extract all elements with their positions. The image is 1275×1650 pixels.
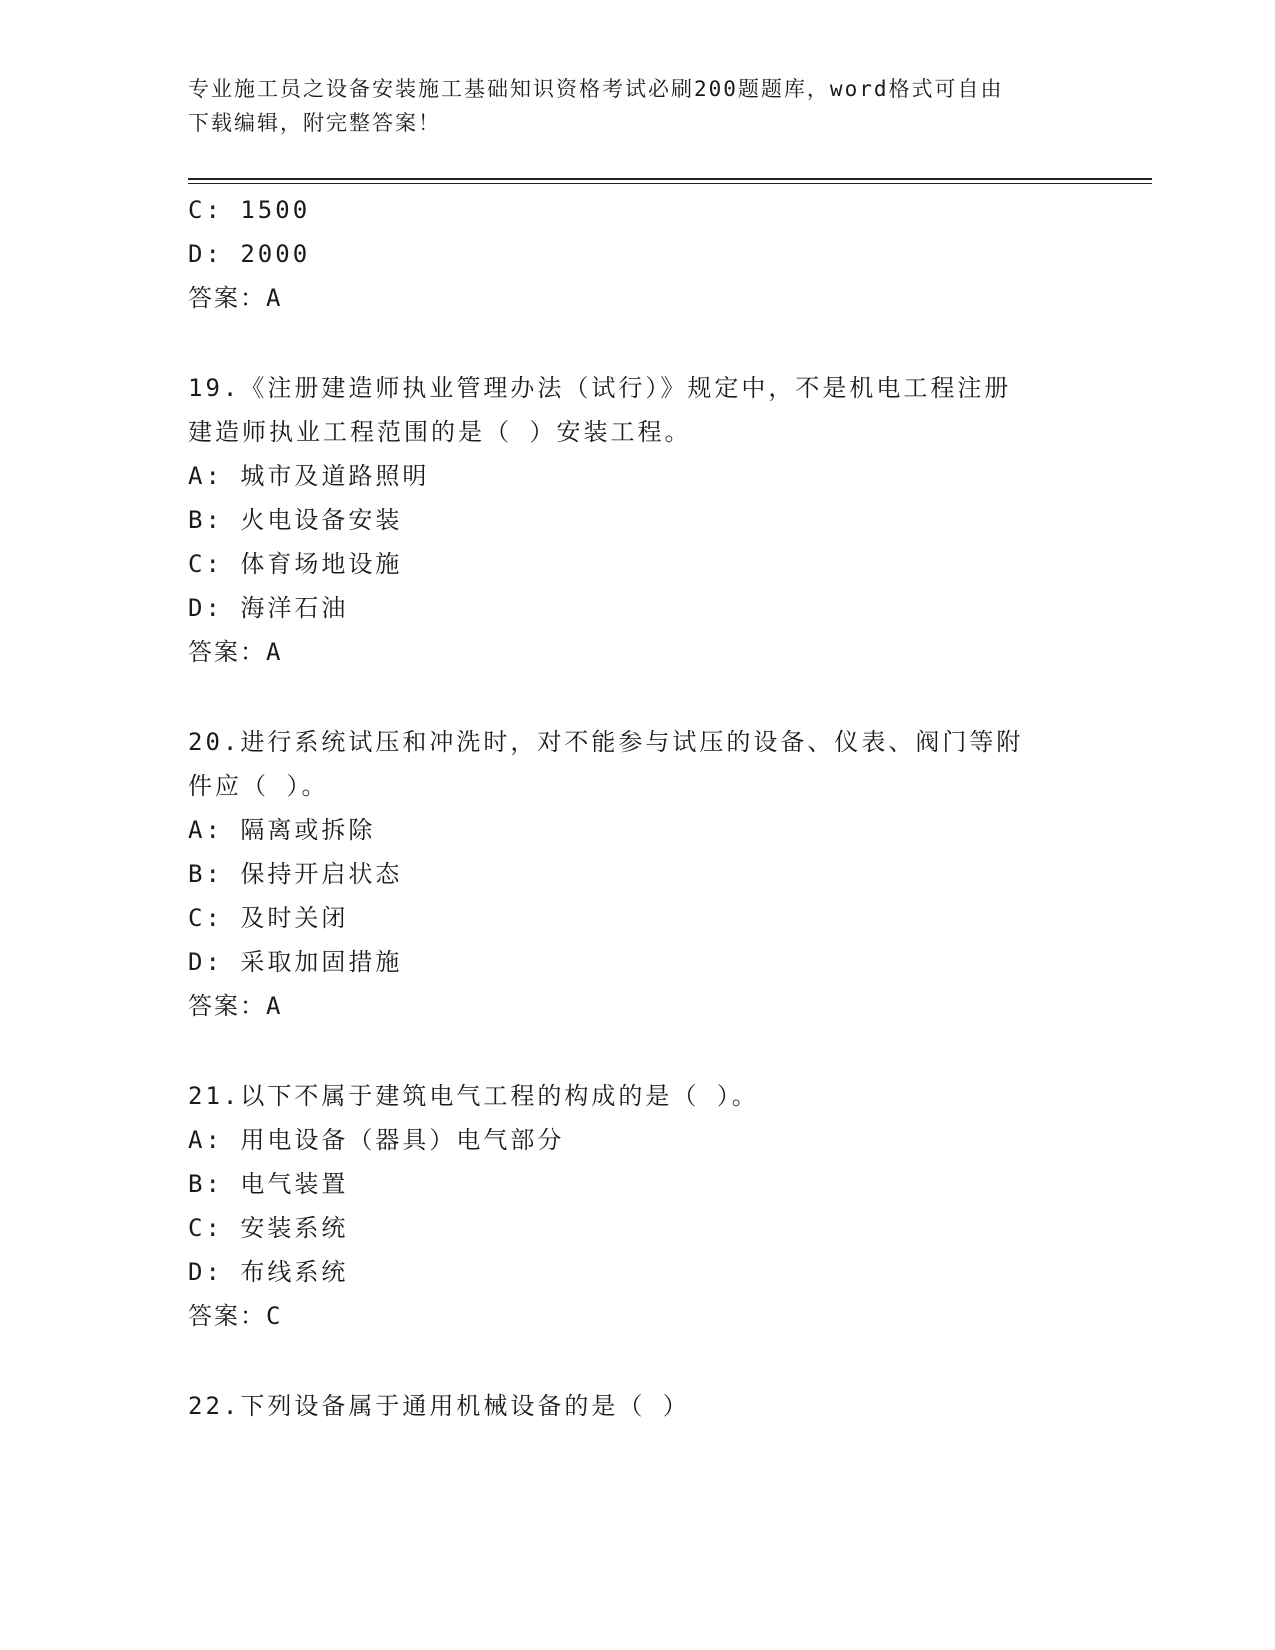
question-20-option-a: A: 隔离或拆除 [188, 816, 376, 844]
question-20-answer: 答案：A [188, 992, 283, 1020]
question-19-line-1: 19.《注册建造师执业管理办法（试行）》规定中，不是机电工程注册 [188, 374, 1012, 402]
header-line-2: 下载编辑，附完整答案！ [188, 111, 441, 135]
option-d: D: 2000 [188, 240, 311, 268]
question-19-option-b: B: 火电设备安装 [188, 506, 403, 534]
question-21-option-a: A: 用电设备（器具）电气部分 [188, 1126, 565, 1154]
question-19-option-a: A: 城市及道路照明 [188, 462, 430, 490]
question-19-option-d: D: 海洋石油 [188, 594, 349, 622]
question-21-line-1: 21.以下不属于建筑电气工程的构成的是（ ）。 [188, 1082, 759, 1110]
question-19-answer: 答案：A [188, 638, 283, 666]
header-line-1: 专业施工员之设备安装施工基础知识资格考试必刷200题题库，word格式可自由 [188, 77, 1004, 101]
question-20-option-b: B: 保持开启状态 [188, 860, 403, 888]
answer-line: 答案：A [188, 284, 283, 312]
question-19-option-c: C: 体育场地设施 [188, 550, 403, 578]
question-22-line-1: 22.下列设备属于通用机械设备的是（ ） [188, 1392, 690, 1420]
question-21-option-b: B: 电气装置 [188, 1170, 349, 1198]
question-20-line-2: 件应（ ）。 [188, 772, 329, 800]
question-20-option-c: C: 及时关闭 [188, 904, 349, 932]
header-rule-thick [188, 178, 1152, 180]
question-21-answer: 答案：C [188, 1302, 283, 1330]
option-c: C: 1500 [188, 196, 311, 224]
question-21-option-d: D: 布线系统 [188, 1258, 349, 1286]
document-header [188, 72, 1088, 140]
question-20-line-1: 20.进行系统试压和冲洗时，对不能参与试压的设备、仪表、阀门等附 [188, 728, 1024, 756]
question-19-line-2: 建造师执业工程范围的是（ ）安装工程。 [188, 418, 692, 446]
question-21-option-c: C: 安装系统 [188, 1214, 349, 1242]
question-20-option-d: D: 采取加固措施 [188, 948, 403, 976]
header-rule-thin [188, 183, 1152, 184]
